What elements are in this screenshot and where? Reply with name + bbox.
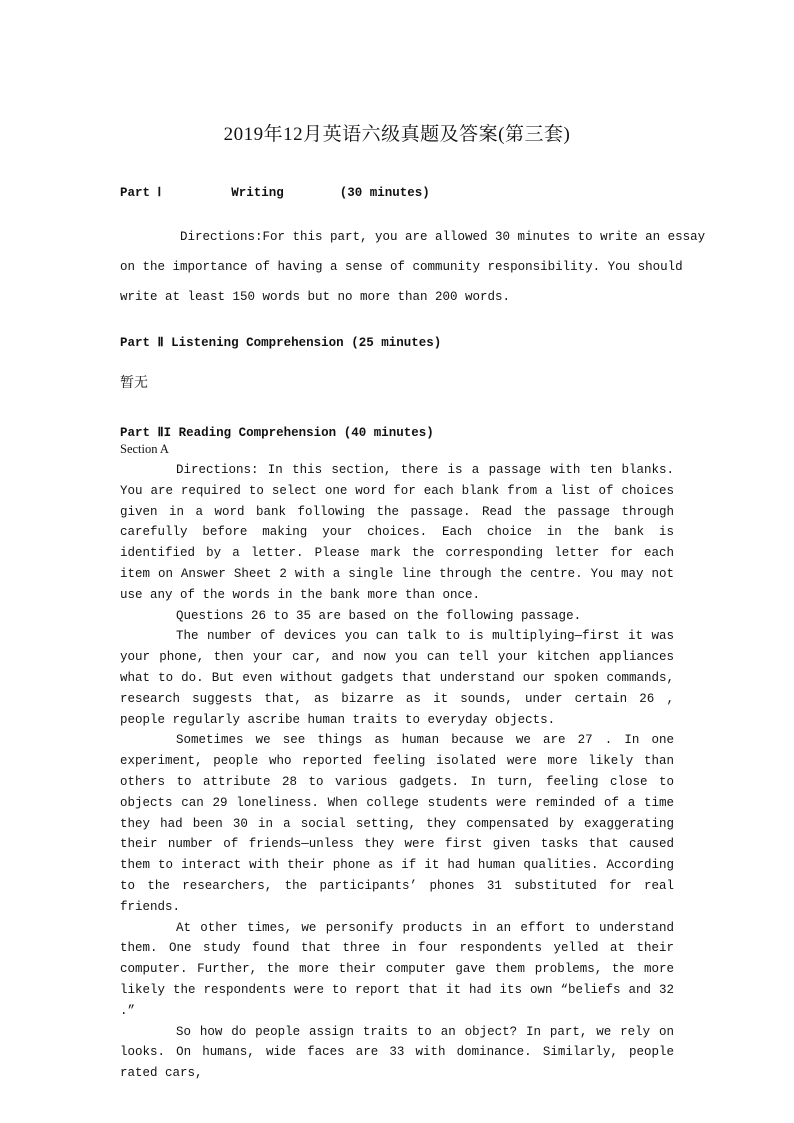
passage-paragraph: Questions 26 to 35 are based on the following passage. xyxy=(176,608,582,623)
part1-label: Part Ⅰ xyxy=(120,186,162,200)
passage-paragraph: At other times, we personify products in an effort to understand them. One study found that three in four respondents yelled at their computer. Further, the more their computer gave them problems, the more likely the respondents were to report that it had its own “beliefs and 32 .” xyxy=(120,920,674,1018)
part1-name: Writing xyxy=(231,186,284,200)
part3-heading: Part ⅡI Reading Comprehension (40 minutes) xyxy=(120,426,434,440)
part1-time: (30 minutes) xyxy=(339,186,430,200)
writing-directions-line: write at least 150 words but no more than 200 words. xyxy=(120,290,511,304)
part2-heading: Part Ⅱ Listening Comprehension (25 minutes) xyxy=(120,336,442,350)
passage-paragraph: The number of devices you can talk to is multiplying—first it was your phone, then your car, and now you can tell your kitchen appliances what to do. But even without gadgets that understand our spoken commands, research suggests that, as bizarre as it sounds, under certain 26 , people regularly ascribe human traits to everyday objects. xyxy=(120,629,674,727)
passage-paragraph: So how do people assign traits to an object? In part, we rely on looks. On humans, wide faces are 33 with dominance. Similarly, people rated cars, xyxy=(120,1024,674,1081)
part1-heading xyxy=(120,184,430,200)
writing-directions-line: Directions:For this part, you are allowed 30 minutes to write an essay xyxy=(180,230,706,244)
passage-paragraph: Directions: In this section, there is a passage with ten blanks. You are required to select one word for each blank from a list of choices given in a word bank following the passage. Read the passage through carefully before making your choices. Each choice in the bank is identified by a letter. Please mark the corresponding letter for each item on Answer Sheet 2 with a single line through the centre. You may not use any of the words in the bank more than once. xyxy=(120,463,674,602)
section-label: Section A xyxy=(120,442,169,456)
page-title: 2019年12月英语六级真题及答案(第三套) xyxy=(223,124,571,145)
passage-paragraph: Sometimes we see things as human because we are 27 . In one experiment, people who reported feeling isolated were more likely than others to attribute 28 to various gadgets. In turn, feeling close to objects can 29 loneliness. When college students were reminded of a time they had been 30 in a social setting, they compensated by exaggerating their number of friends—unless they were first given tasks that caused them to interact with their phone as if it had human qualities. According to the researchers, the participants’ phones 31 substituted for real friends. xyxy=(120,733,674,914)
writing-directions-line: on the importance of having a sense of community responsibility. You should xyxy=(120,260,683,274)
writing-directions xyxy=(120,222,706,312)
part2-note: 暂无 xyxy=(120,375,148,391)
reading-passage xyxy=(120,460,674,1084)
